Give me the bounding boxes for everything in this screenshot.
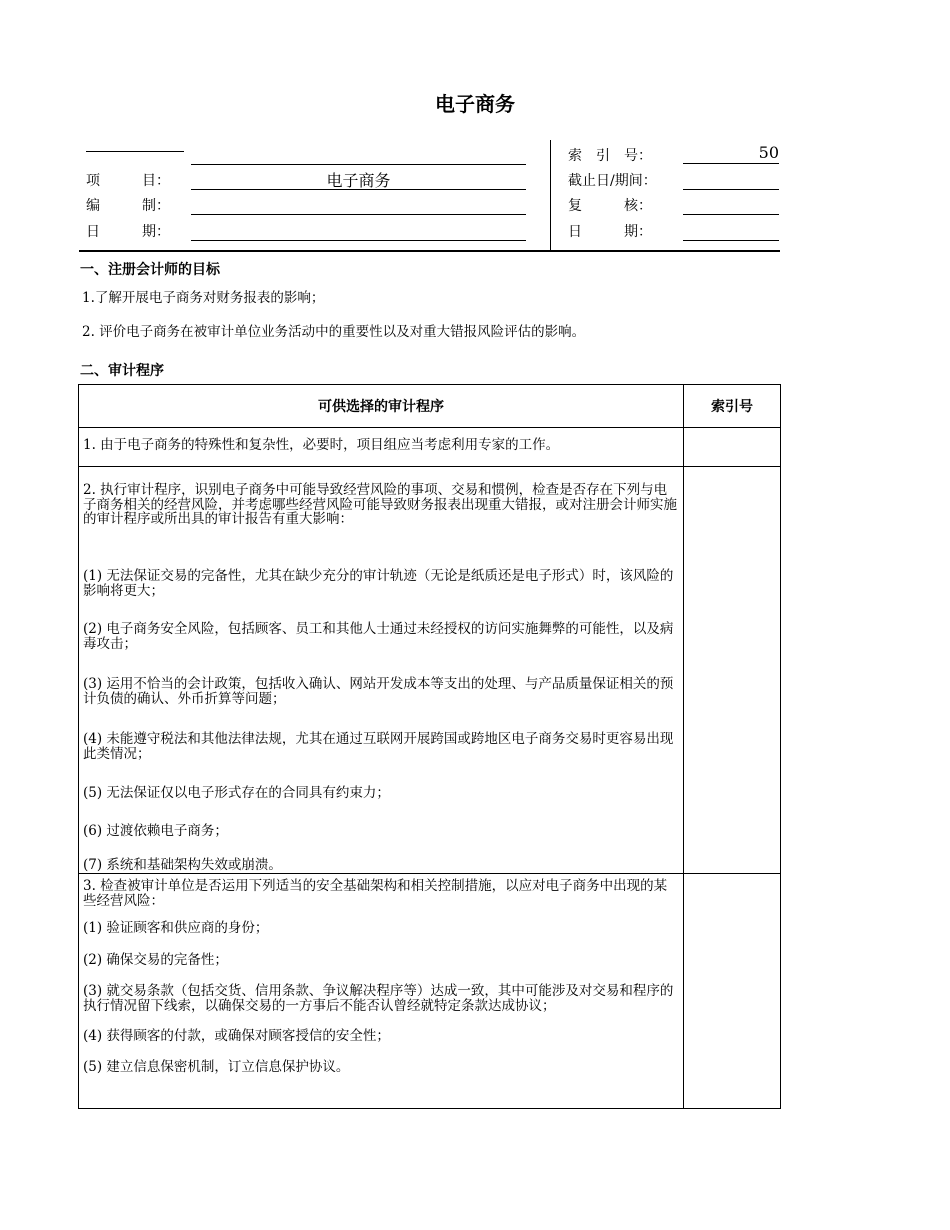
index-cell[interactable] — [684, 428, 781, 467]
section1-heading: 一、注册会计师的目标 — [80, 262, 220, 278]
section2-heading: 二、审计程序 — [80, 363, 164, 379]
objective-1: 1.了解开展电子商务对财务报表的影响； — [82, 290, 325, 306]
procedure-3-item: (1) 验证顾客和供应商的身份； — [83, 920, 269, 936]
review-field-line — [683, 214, 779, 215]
table-row — [79, 467, 781, 874]
index-label: 索 引 号： — [568, 148, 652, 164]
period-label: 截止日/期间： — [568, 173, 657, 189]
header-short-rule — [86, 151, 184, 152]
col-procedure-header: 可供选择的审计程序 — [79, 385, 684, 428]
left-date-field-line — [191, 240, 526, 241]
period-field-line — [683, 189, 779, 190]
right-date-field-line — [683, 240, 779, 241]
project-label: 项 目： — [86, 173, 170, 189]
index-cell[interactable] — [684, 874, 781, 1109]
procedure-3-item: (4) 获得顾客的付款，或确保对顾客授信的安全性； — [83, 1028, 390, 1044]
prepared-label: 编 制： — [86, 198, 170, 214]
procedure-3-item: (5) 建立信息保密机制，订立信息保护协议。 — [83, 1058, 350, 1075]
procedure-2-item: (2) 电子商务安全风险，包括顾客、员工和其他人士通过未经授权的访问实施舞弊的可能性，以及病毒攻击； — [83, 621, 674, 652]
header-bottom-rule — [79, 250, 780, 252]
col-index-header: 索引号 — [684, 385, 781, 428]
page-title: 电子商务 — [435, 92, 515, 116]
procedure-3-item: (3) 就交易条款（包括交货、信用条款、争议解决程序等）达成一致，其中可能涉及对交易和程序的执行情况留下线索，以确保交易的一方事后不能否认曾经就特定条款达成协议； — [83, 983, 674, 1014]
table-row — [79, 874, 781, 1109]
procedure-cell — [79, 467, 684, 874]
procedure-2-item: (7) 系统和基础架构失效或崩溃。 — [83, 857, 282, 873]
left-date-label: 日 期： — [86, 224, 170, 240]
procedure-3-item: (2) 确保交易的完备性； — [83, 951, 228, 968]
procedure-2-item: (1) 无法保证交易的完备性，尤其在缺少充分的审计轨迹（无论是纸质还是电子形式）时，该风险的影响将更大； — [83, 568, 674, 599]
procedure-2-item: (3) 运用不恰当的会计政策，包括收入确认、网站开发成本等支出的处理、与产品质量保证相关的预计负债的确认、外币折算等问题； — [83, 676, 674, 707]
procedure-cell — [79, 428, 684, 467]
procedure-2-item: (5) 无法保证仅以电子形式存在的合同具有约束力； — [83, 785, 390, 801]
procedure-3-lead: 3. 检查被审计单位是否运用下列适当的安全基础架构和相关控制措施，以应对电子商务中出现的某些经营风险： — [83, 878, 668, 909]
header-top-field-line — [191, 164, 526, 165]
right-date-label: 日 期： — [568, 224, 652, 240]
procedure-2-lead: 2. 执行审计程序，识别电子商务中可能导致经营风险的事项、交易和惯例，检查是否存在下列与电子商务相关的经营风险，并考虑哪些经营风险可能导致财务报表出现重大错报，或对注册会计师实施的审计程序或所出具的审计报告有重大影响： — [83, 482, 677, 527]
header-divider — [550, 140, 551, 250]
index-field-line — [683, 163, 779, 164]
table-row — [79, 428, 781, 467]
project-value: 电子商务 — [326, 171, 391, 190]
audit-procedure-table — [78, 384, 781, 1109]
prepared-field-line — [191, 214, 526, 215]
project-field-line — [191, 189, 526, 190]
index-value: 50 — [758, 143, 779, 162]
table-header-row — [79, 385, 781, 428]
index-cell[interactable] — [684, 467, 781, 874]
procedure-2-item: (4) 未能遵守税法和其他法律法规，尤其在通过互联网开展跨国或跨地区电子商务交易时更容易出现此类情况； — [83, 731, 674, 762]
review-label: 复 核： — [568, 198, 652, 214]
procedure-1-text: 1. 由于电子商务的特殊性和复杂性，必要时，项目组应当考虑利用专家的工作。 — [83, 437, 560, 453]
procedure-cell — [79, 874, 684, 1109]
procedure-2-item: (6) 过渡依赖电子商务； — [83, 822, 228, 839]
objective-2: 2. 评价电子商务在被审计单位业务活动中的重要性以及对重大错报风险评估的影响。 — [82, 324, 586, 340]
